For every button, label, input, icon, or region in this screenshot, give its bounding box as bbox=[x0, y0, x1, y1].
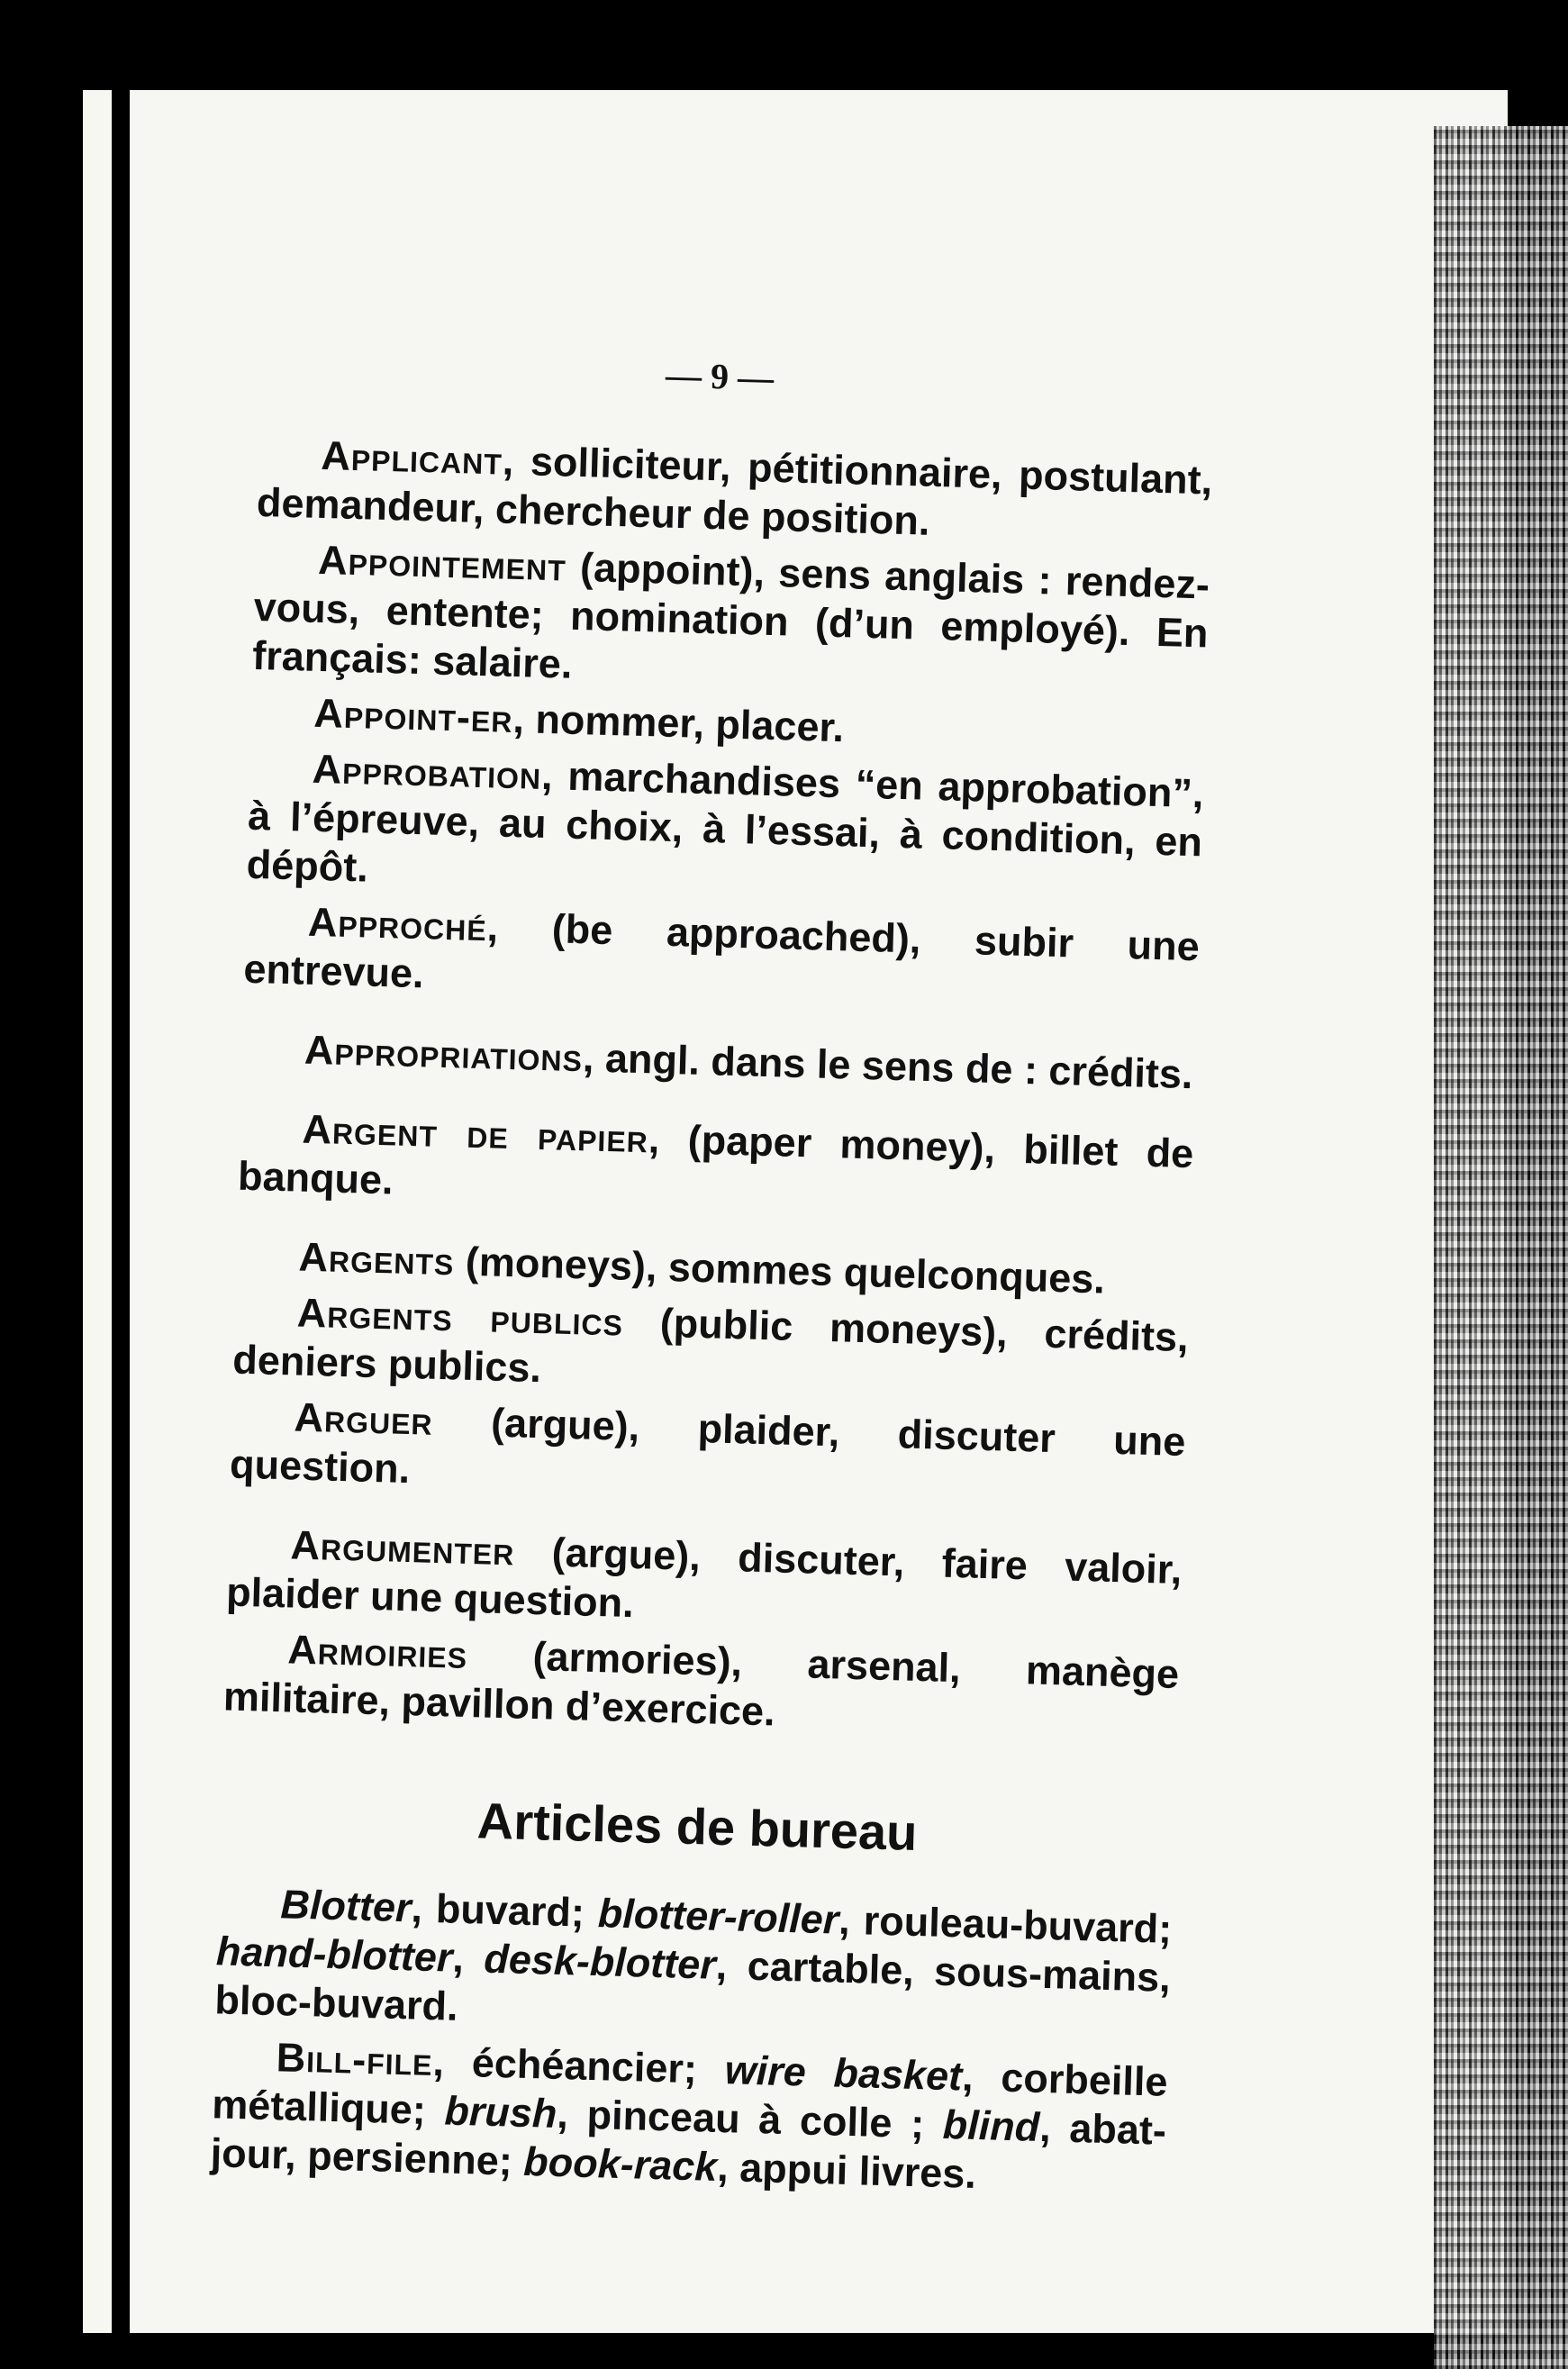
entry-definition: , nommer, placer. bbox=[512, 694, 845, 751]
french-gloss: , corbeille métallique; bbox=[211, 2053, 1169, 2134]
french-gloss: , échéancier; bbox=[431, 2038, 726, 2093]
entry-definition: (appoint), sens anglais : rendez-vous, entente; nomination (d’un employé). En français: salaire. bbox=[251, 543, 1210, 687]
french-gloss: , abat-jour, persienne; bbox=[210, 2103, 1167, 2184]
entry-term: Armoiries bbox=[286, 1626, 468, 1677]
entry-term: Appropriations bbox=[304, 1026, 584, 1081]
entry-argents-publics bbox=[232, 1287, 1190, 1411]
english-term: desk-blotter bbox=[483, 1935, 717, 1988]
entry-term: Arguer bbox=[293, 1393, 434, 1444]
english-term: Blotter bbox=[279, 1881, 412, 1931]
entry-approche bbox=[243, 896, 1201, 1021]
entry-definition: , (be approached), subir une entrevue. bbox=[242, 903, 1201, 997]
entry-definition: (armories), arsenal, manège militaire, pavillon d’exercice. bbox=[222, 1630, 1180, 1735]
entry-definition: (argue), plaider, discuter une question. bbox=[229, 1397, 1187, 1493]
entry-definition: , (paper money), billet de banque. bbox=[237, 1115, 1194, 1203]
entry-definition: , angl. dans le sens de : crédits. bbox=[582, 1034, 1194, 1098]
english-term: blind bbox=[942, 2101, 1040, 2150]
english-term: brush bbox=[443, 2087, 558, 2137]
english-term: hand-blotter bbox=[215, 1928, 454, 1981]
entry-arguer bbox=[229, 1392, 1186, 1516]
english-term: wire basket bbox=[724, 2047, 963, 2100]
french-gloss: , bbox=[451, 1934, 485, 1982]
french-gloss: , buvard; bbox=[410, 1884, 599, 1937]
entry-definition: , marchandises “en approbation”, à l’épreuve, au choix, à l’essai, à condition, en dépôt. bbox=[246, 751, 1205, 891]
entry-term: Appoint-er bbox=[313, 689, 514, 741]
french-gloss: , cartable, sous-mains, bloc-buvard. bbox=[213, 1941, 1172, 2029]
entry-appointement bbox=[252, 534, 1210, 707]
french-gloss: , appui livres. bbox=[716, 2143, 977, 2197]
french-gloss: , pinceau à colle ; bbox=[556, 2090, 944, 2147]
entry-armoiries bbox=[222, 1623, 1180, 1747]
entry-argumenter bbox=[225, 1519, 1183, 1643]
entry-definition: (moneys), sommes quelconques. bbox=[453, 1238, 1106, 1302]
bureau-paragraph-1 bbox=[214, 1878, 1173, 2051]
entry-term: Bill-file bbox=[276, 2034, 434, 2085]
section-title: Articles de bureau bbox=[476, 1792, 919, 1861]
entry-definition: , solliciteur, pétitionnaire, postulant, demandeur, chercheur de position. bbox=[256, 437, 1213, 544]
entry-term: Argents publics bbox=[296, 1289, 624, 1345]
entry-applicant bbox=[256, 430, 1213, 554]
page-number: — 9 — bbox=[665, 354, 775, 398]
glossary-entries bbox=[222, 430, 1213, 1747]
entry-appropriations bbox=[240, 1024, 1196, 1100]
facing-page-edge bbox=[83, 90, 112, 2333]
entry-term: Argent de papier bbox=[301, 1105, 649, 1162]
english-term: blotter-roller bbox=[597, 1890, 840, 1943]
french-gloss: , rouleau-buvard; bbox=[838, 1896, 1173, 1952]
entry-approbation bbox=[246, 743, 1204, 916]
entry-term: Approbation bbox=[312, 745, 542, 798]
entry-term: Appointement bbox=[317, 536, 567, 590]
entry-definition: (public moneys), crédits, deniers publics. bbox=[231, 1298, 1190, 1392]
english-term: book-rack bbox=[522, 2138, 719, 2190]
bureau-paragraph-2 bbox=[210, 2031, 1168, 2204]
page-text bbox=[210, 342, 1216, 2211]
entry-argent-de-papier bbox=[237, 1103, 1194, 1228]
book-gutter bbox=[112, 90, 130, 2333]
entry-term: Applicant bbox=[320, 431, 503, 484]
entry-term: Argents bbox=[297, 1233, 456, 1284]
entry-definition: (argue), discuter, faire valoir, plaider une question. bbox=[225, 1528, 1183, 1627]
entry-term: Approché bbox=[307, 898, 488, 950]
page-stack-shading bbox=[1434, 126, 1568, 2369]
entry-term: Argumenter bbox=[290, 1521, 516, 1575]
